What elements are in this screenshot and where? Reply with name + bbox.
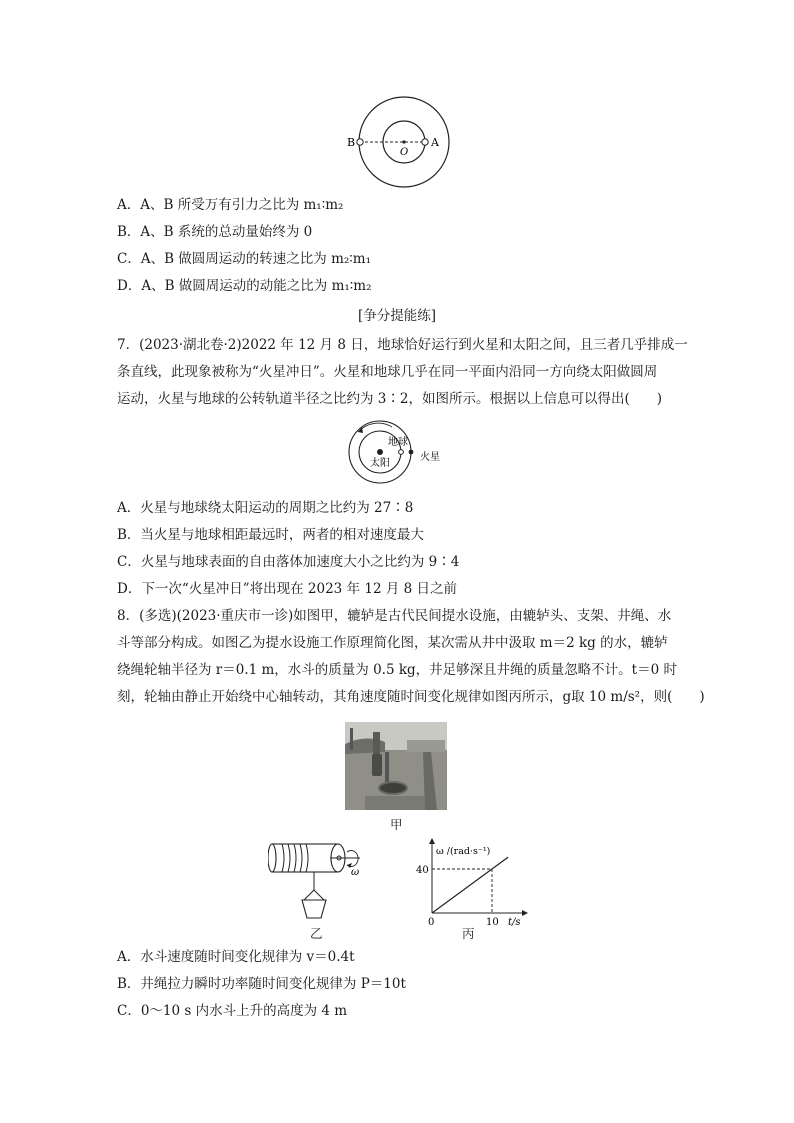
q8-option-a: A．水斗速度随时间变化规律为 v＝0.4t: [117, 949, 355, 965]
rope-coils: [282, 844, 308, 872]
q8-line-1: 8．(多选)(2023·重庆市一诊)如图甲，辘轳是古代民间提水设施，由辘轳头、支架、井绳、水: [117, 608, 672, 624]
label-earth: 地球: [388, 437, 408, 448]
q8-option-b: B．井绳拉力瞬时功率随时间变化规律为 P＝10t: [117, 976, 406, 992]
solar-figure: [340, 418, 460, 486]
omega-label: ω: [351, 867, 360, 878]
q6-option-d: D．A、B 做圆周运动的动能之比为 m₁∶m₂: [117, 278, 372, 294]
series-line: [432, 857, 508, 913]
q7-option-d: D．下一次“火星冲日”将出现在 2023 年 12 月 8 日之前: [117, 581, 457, 597]
y-axis-arrow-icon: [429, 838, 435, 844]
caption-bing: 丙: [462, 926, 475, 941]
q7-option-b: B．当火星与地球相距最远时，两者的相对速度最大: [117, 527, 424, 543]
q8-line-2: 斗等部分构成。如图乙为提水设施工作原理简化图，某次需从井中汲取 m＝2 kg 的水，辘轳: [117, 635, 668, 651]
bucket-handle: [304, 890, 324, 900]
section-title: [争分提能练]: [357, 308, 437, 324]
caption-jia: 甲: [390, 817, 403, 832]
photo-illustration: [345, 722, 447, 810]
x-tick-10: 10: [486, 917, 499, 928]
y-tick-40: 40: [416, 865, 429, 876]
orbit-direction-arrow: [358, 423, 392, 432]
drum-end-left: [268, 844, 276, 872]
body-a: [422, 139, 428, 145]
q6-option-c: C．A、B 做圆周运动的转速之比为 m₂∶m₁: [117, 251, 372, 267]
mars: [409, 450, 414, 455]
rotation-arrow: [347, 851, 358, 867]
q7-line-2: 条直线，此现象被称为“火星冲日”。火星和地球几乎在同一平面内沿同一方向绕太阳做圆周: [117, 364, 658, 380]
label-sun: 太阳: [370, 458, 390, 469]
orbit-figure: [330, 95, 480, 190]
omega-time-graph: [410, 838, 535, 930]
x-axis-arrow-icon: [522, 910, 528, 916]
sun: [377, 449, 383, 455]
label-o: O: [400, 147, 409, 158]
earth: [399, 450, 404, 455]
bucket: [302, 900, 326, 918]
q7-option-a: A．火星与地球绕太阳运动的周期之比约为 27∶8: [117, 500, 414, 516]
windlass-diagram: [268, 838, 373, 938]
well-windlass-photo: [345, 722, 447, 810]
x-axis-label: t/s: [508, 917, 521, 928]
label-mars: 火星: [420, 452, 440, 463]
label-a: A: [431, 136, 439, 149]
q6-option-b: B．A、B 系统的总动量始终为 0: [117, 224, 313, 240]
q7-line-3: 运动，火星与地球的公转轨道半径之比约为 3∶2，如图所示。根据以上信息可以得出( ): [117, 391, 663, 407]
y-axis-label: ω /(rad·s⁻¹): [436, 846, 491, 857]
drum-body: [272, 844, 338, 872]
q8-option-c: C．0～10 s 内水斗上升的高度为 4 m: [117, 1003, 348, 1019]
body-b: [357, 139, 363, 145]
q8-line-3: 绕绳轮轴半径为 r＝0.1 m，水斗的质量为 0.5 kg，井足够深且井绳的质量忽略不计。t＝0 时: [117, 662, 677, 678]
q6-option-a: A．A、B 所受万有引力之比为 m₁∶m₂: [117, 197, 344, 213]
center-o: [402, 140, 405, 143]
q7-option-c: C．火星与地球表面的自由落体加速度大小之比约为 9∶4: [117, 554, 460, 570]
caption-yi: 乙: [310, 926, 323, 941]
q8-line-4: 刻，轮轴由静止开始绕中心轴转动，其角速度随时间变化规律如图丙所示，g取 10 m/s²，则( ): [117, 689, 705, 705]
origin-tick: 0: [428, 917, 435, 928]
q7-line-1: 7．(2023·湖北卷·2)2022 年 12 月 8 日，地球恰好运行到火星和太阳之间，且三者几乎排成一: [117, 337, 688, 353]
label-b: B: [347, 136, 356, 149]
